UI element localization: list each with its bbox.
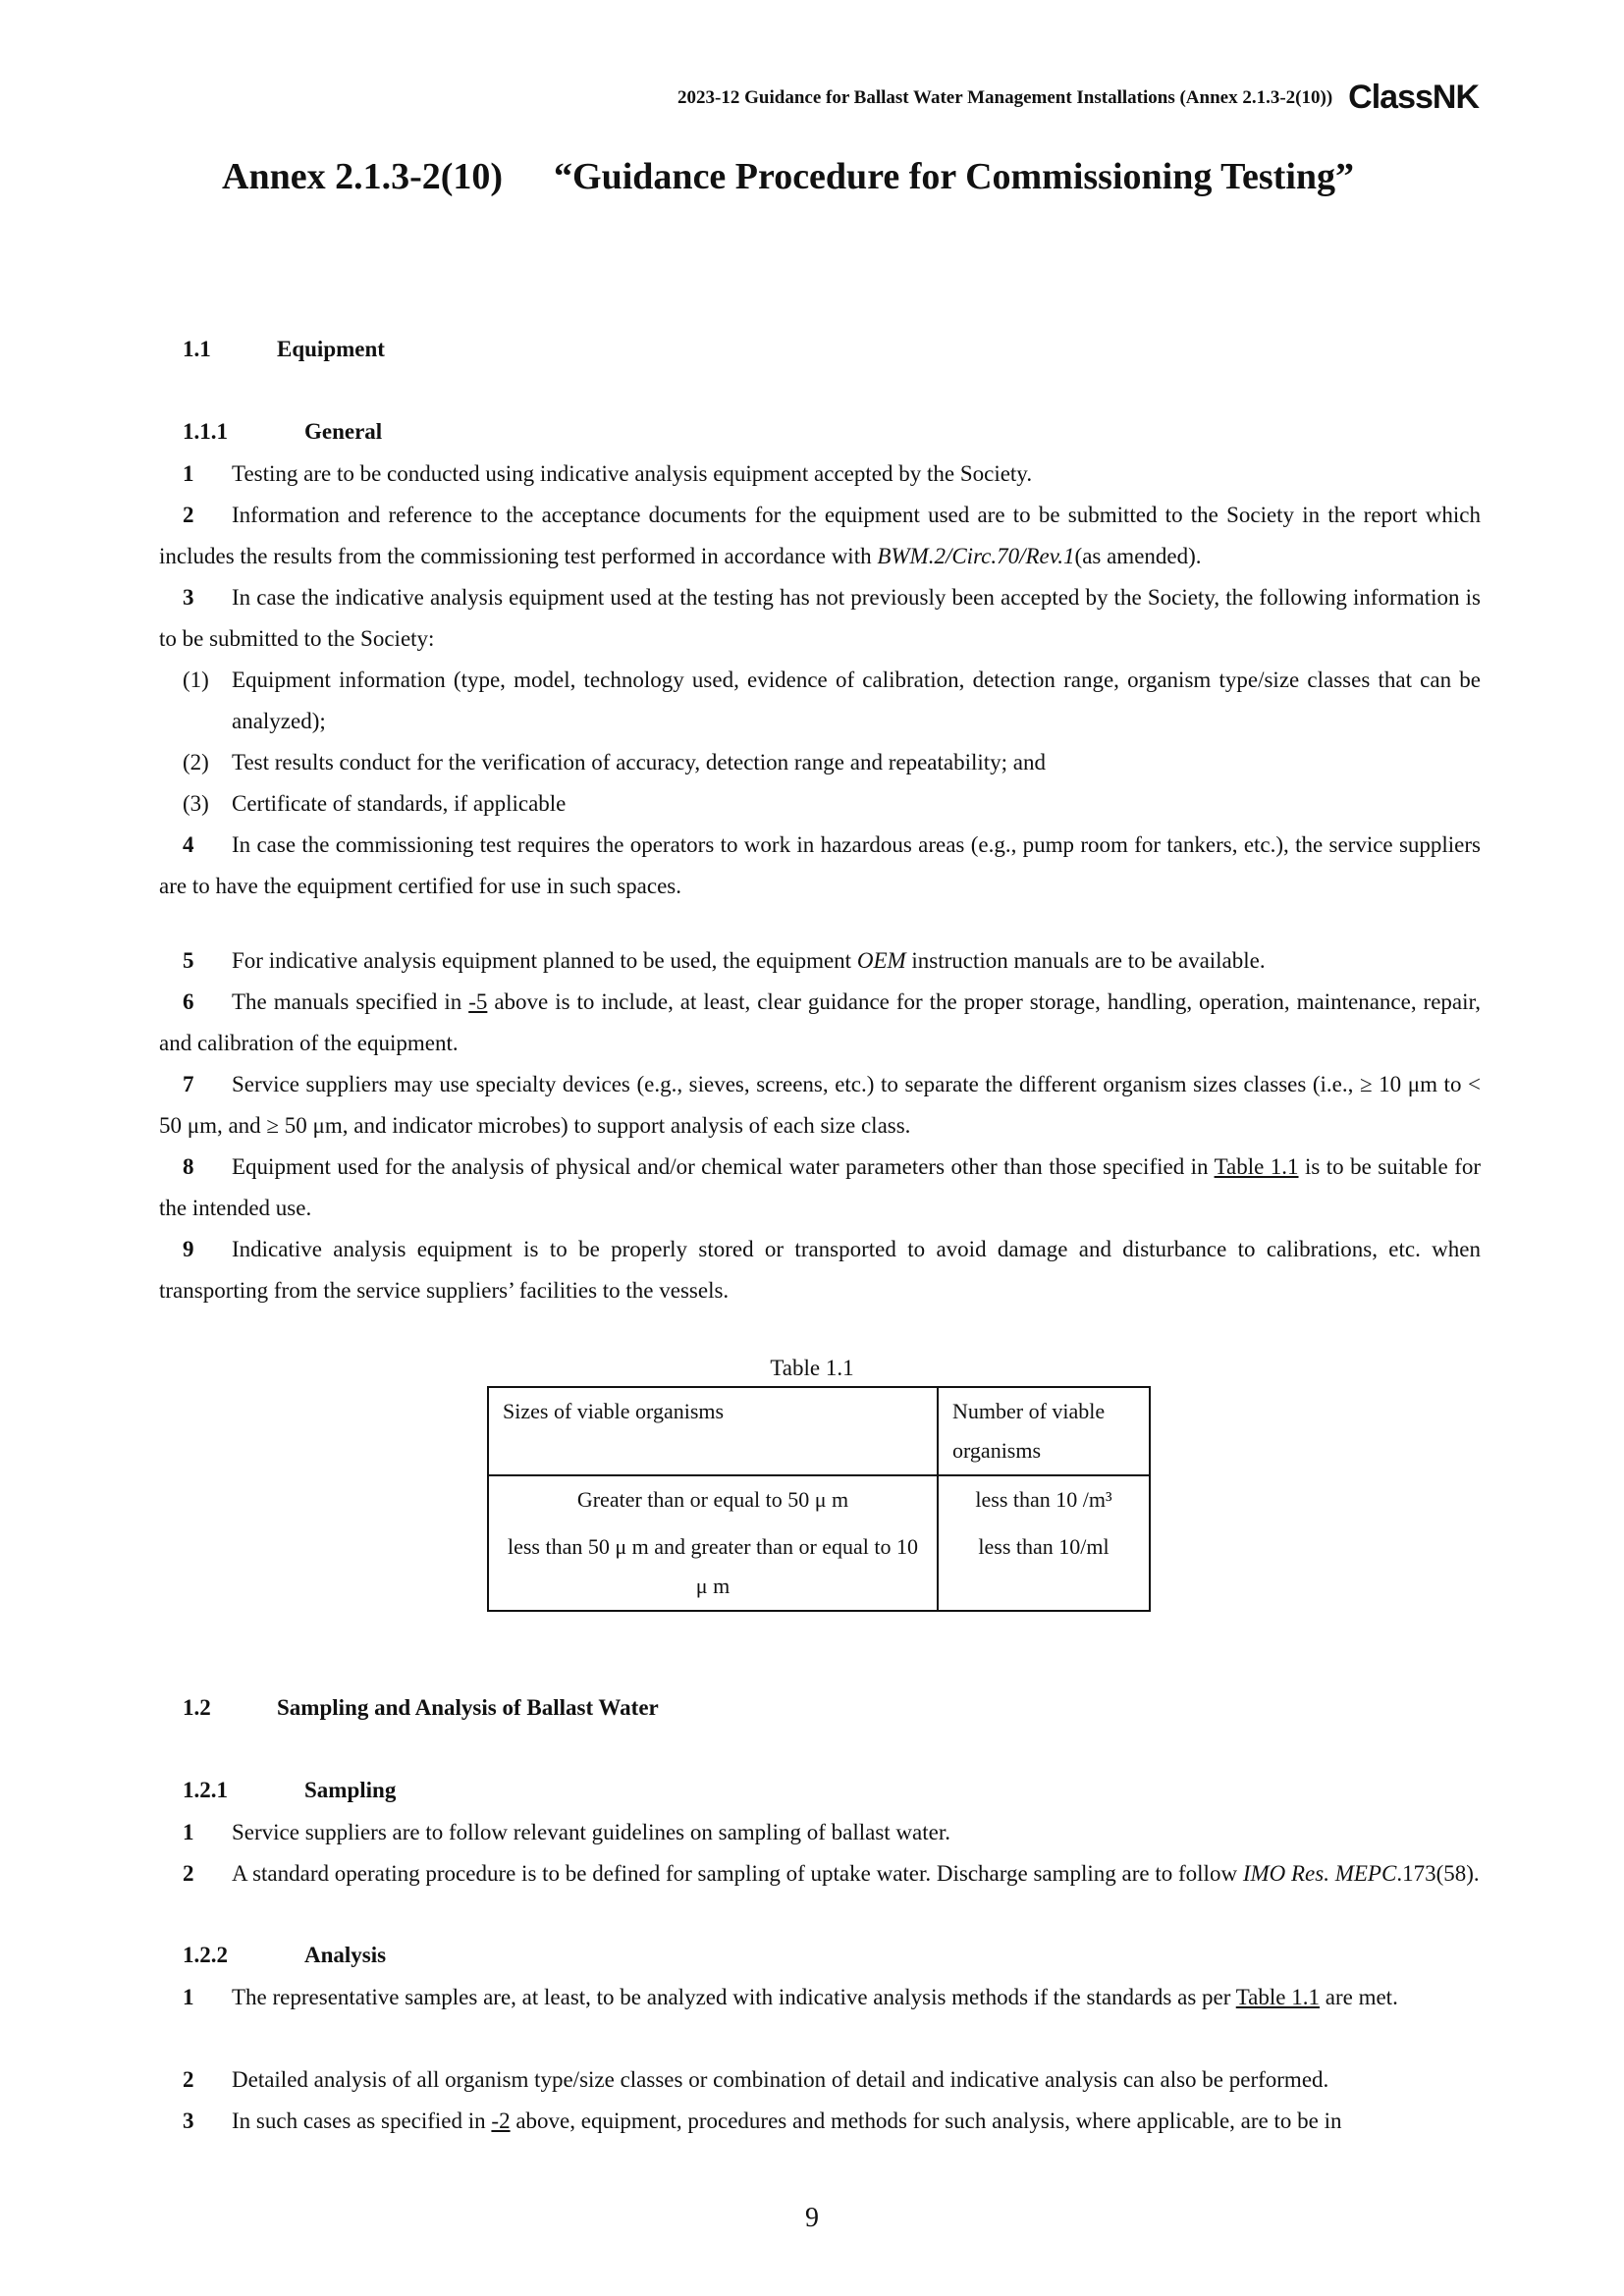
table-row (488, 1387, 1150, 1475)
table-cell: less than 10 /m³ (938, 1475, 1150, 1523)
table-reference-link[interactable]: Table 1.1 (1235, 1985, 1320, 2009)
list-item: (2) Test results conduct for the verification of accuracy, detection range and repeatability; and (183, 750, 1047, 774)
header-text: 2023-12 Guidance for Ballast Water Management Installations (Annex 2.1.3-2(10)) (677, 86, 1333, 108)
cross-reference-link[interactable]: -5 (468, 989, 488, 1014)
table-cell: less than 50 μ m and greater than or equal to 10 μ m (488, 1523, 938, 1611)
viable-organisms-table (487, 1386, 1151, 1612)
bwm-reference: BWM.2/Circ.70/Rev.1 (877, 544, 1075, 568)
table-cell: less than 10/ml (938, 1523, 1150, 1611)
paragraph-8: 8 Equipment used for the analysis of physical and/or chemical water parameters other than those specified in Table 1.1 is to be suitable for the intended use. (159, 1154, 1482, 1220)
paragraph-7: 7 Service suppliers may use specialty devices (e.g., sieves, screens, etc.) to separate the different organism sizes classes (i.e., ≥ 10 μm to < 50 μm, and ≥ 50 μm, and indicator microbes) to support analysis of each size class. (159, 1072, 1481, 1138)
paragraph-analysis-2: 2 Detailed analysis of all organism type/size classes or combination of detail and indicative analysis can also be performed. (183, 2067, 1329, 2092)
paragraph-9: 9 Indicative analysis equipment is to be properly stored or transported to avoid damage and disturbance to calibrations, etc. when transporting from the service suppliers’ facilities to the vessels. (159, 1237, 1481, 1303)
section-heading-1-1: 1.1 Equipment (183, 337, 385, 361)
table-row (488, 1523, 1150, 1611)
list-item: (3) Certificate of standards, if applicable (183, 791, 567, 816)
section-heading-1-2-2: 1.2.2 Analysis (183, 1943, 387, 1967)
table-cell: Greater than or equal to 50 μ m (488, 1475, 938, 1523)
table-caption: Table 1.1 (770, 1356, 854, 1380)
table-header-cell: Sizes of viable organisms (488, 1387, 938, 1475)
paragraph-sampling-1: 1 Service suppliers are to follow relevant guidelines on sampling of ballast water. (183, 1820, 950, 1844)
paragraph-analysis-1: 1 The representative samples are, at least, to be analyzed with indicative analysis methods if the standards as per Table 1.1 are met. (183, 1985, 1398, 2009)
paragraph-3: 3 In case the indicative analysis equipment used at the testing has not previously been accepted by the Society, the following information is to be submitted to the Society: (159, 585, 1481, 651)
paragraph-5: 5 For indicative analysis equipment planned to be used, the equipment OEM instruction manuals are to be available. (183, 948, 1266, 973)
table-row (488, 1475, 1150, 1523)
section-heading-1-1-1: 1.1.1 General (183, 419, 383, 444)
paragraph-analysis-3: 3 In such cases as specified in -2 above, equipment, procedures and methods for such analysis, where applicable, are to be in (183, 2109, 1342, 2133)
annex-number: Annex 2.1.3-2(10) (222, 156, 504, 197)
page-number: 9 (805, 2203, 819, 2233)
paragraph-1: 1 Testing are to be conducted using indicative analysis equipment accepted by the Society. (183, 461, 1033, 486)
paragraph-6: 6 The manuals specified in -5 above is to include, at least, clear guidance for the proper storage, handling, operation, maintenance, repair, and calibration of the equipment. (159, 989, 1482, 1055)
paragraph-sampling-2: 2 A standard operating procedure is to be defined for sampling of uptake water. Discharge sampling are to follow IMO Res. MEPC.173(58). (183, 1861, 1480, 1886)
annex-title (222, 155, 1354, 198)
page-header (677, 79, 1479, 117)
classnk-logo: ClassNK (1348, 79, 1479, 116)
section-heading-1-2-1: 1.2.1 Sampling (183, 1778, 397, 1802)
paragraph-2: 2 Information and reference to the acceptance documents for the equipment used are to be submitted to the Society in the report which includes the results from the commissioning test performed in accordance with BWM.2/Circ.70/Rev.1(as amended). (159, 503, 1481, 568)
table-reference-link[interactable]: Table 1.1 (1214, 1154, 1299, 1179)
section-heading-1-2: 1.2 Sampling and Analysis of Ballast Water (183, 1695, 659, 1720)
list-item: (1) Equipment information (type, model, technology used, evidence of calibration, detection range, organism type/size classes that can be analyzed); (183, 667, 1481, 733)
table-header-cell: Number of viable organisms (938, 1387, 1150, 1475)
paragraph-4: 4 In case the commissioning test requires the operators to work in hazardous areas (e.g., pump room for tankers, etc.), the service suppliers are to have the equipment certified for use in such spaces. (159, 832, 1481, 898)
annex-title-text: “Guidance Procedure for Commissioning Testing” (554, 156, 1355, 197)
cross-reference-link[interactable]: -2 (491, 2109, 511, 2133)
